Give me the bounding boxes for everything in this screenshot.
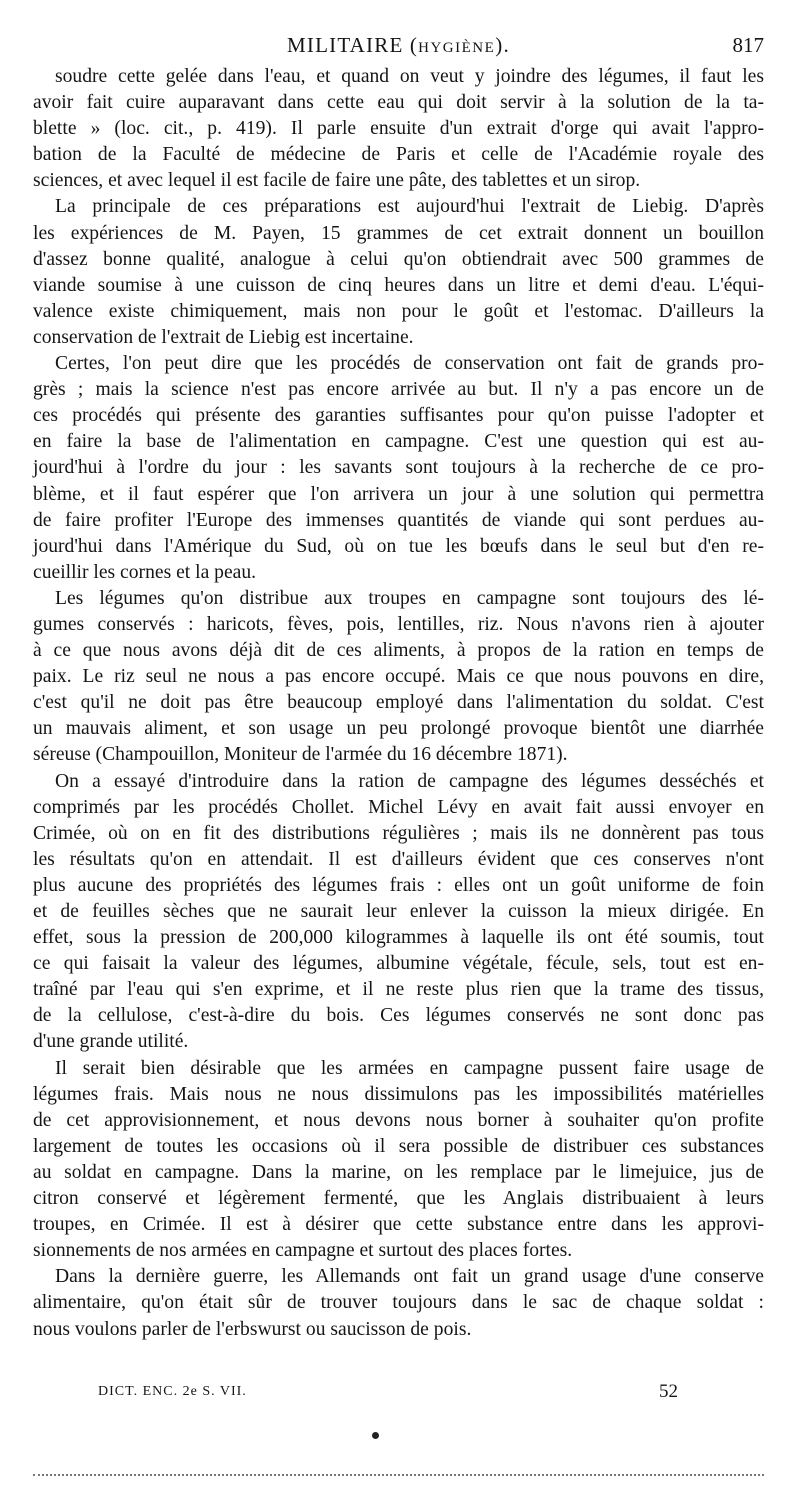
paragraph	[33, 351, 764, 586]
text-line: blette » (loc. cit., p. 419). Il parle ensuite d'un extrait d'orge qui avait l'appro-	[33, 118, 764, 140]
text-line: plus aucune des propriétés des légumes frais : elles ont un goût uniforme de foin	[33, 874, 764, 896]
text-line: Dans la dernière guerre, les Allemands ont fait un grand usage d'une conserve	[55, 1266, 764, 1288]
text-line: ces procédés qui présente des garanties suffisantes pour qu'on puisse l'adopter et	[33, 405, 764, 427]
text-line: c'est qu'il ne doit pas être beaucoup employé dans l'alimentation du soldat. C'est	[33, 692, 764, 714]
text-line: sciences, et avec lequel il est facile de faire une pâte, des tablettes et un sirop.	[33, 170, 641, 192]
paragraph	[33, 1264, 764, 1342]
text-line: traîné par l'eau qui s'en exprime, et il ne reste plus rien que la trame des tissus,	[33, 979, 764, 1001]
paragraph	[33, 64, 764, 194]
body-text	[33, 64, 764, 1343]
text-line: Les légumes qu'on distribue aux troupes en campagne sont toujours des lé-	[55, 587, 764, 609]
text-line: de cet approvisionnement, et nous devons nous borner à souhaiter qu'on profite	[33, 1109, 764, 1131]
text-line: à ce que nous avons déjà dit de ces aliments, à propos de la ration en temps de	[33, 640, 764, 662]
page-number: 817	[732, 33, 764, 57]
text-line: de la cellulose, c'est-à-dire du bois. Ces légumes conservés ne sont donc pas	[33, 1005, 764, 1027]
paragraph	[33, 1056, 764, 1265]
paragraph	[33, 586, 764, 769]
text-line: de faire profiter l'Europe des immenses quantités de viande qui sont perdues au-	[33, 509, 764, 531]
text-line: jourd'hui dans l'Amérique du Sud, où on tue les bœufs dans le seul but d'en re-	[33, 535, 764, 557]
text-line: cueillir les cornes et la peau.	[33, 561, 257, 583]
text-line: conservation de l'extrait de Liebig est incertaine.	[33, 326, 414, 348]
text-line: au soldat en campagne. Dans la marine, on les remplace par le limejuice, jus de	[33, 1161, 764, 1183]
text-line: valence existe chimiquement, mais non pour le goût et l'estomac. D'ailleurs la	[33, 300, 764, 322]
text-line: légumes frais. Mais nous ne nous dissimulons pas les impossibilités matérielles	[33, 1083, 764, 1105]
running-title-close: ).	[495, 33, 510, 57]
text-line: sionnements de nos armées en campagne et surtout des places fortes.	[33, 1240, 573, 1262]
text-line: La principale de ces préparations est aujourd'hui l'extrait de Liebig. D'après	[55, 196, 764, 218]
running-title-section: HYGIÈNE	[418, 40, 496, 56]
text-line: et de feuilles sèches que ne saurait leur enlever la cuisson la mieux dirigée. En	[33, 901, 764, 922]
printer-signature: DICT. ENC. 2e S. VII.	[98, 1384, 247, 1399]
text-line: troupes, en Crimée. Il est à désirer que cette substance entre dans les approvi-	[33, 1214, 764, 1236]
text-line: alimentaire, qu'on était sûr de trouver toujours dans le sac de chaque soldat :	[33, 1292, 764, 1314]
paragraph	[33, 769, 764, 1056]
text-line: soudre cette gelée dans l'eau, et quand on veut y joindre des légumes, il faut les	[55, 66, 764, 87]
text-line: jourd'hui à l'ordre du jour : les savants sont toujours à la recherche de ce pro-	[33, 457, 764, 479]
text-line: gumes conservés : haricots, fèves, pois, lentilles, riz. Nous n'avons rien à ajouter	[33, 613, 764, 635]
text-line: bation de la Faculté de médecine de Paris et celle de l'Académie royale des	[33, 144, 764, 166]
text-line: blème, et il faut espérer que l'on arrivera un jour à une solution qui permettra	[33, 483, 764, 505]
running-title	[33, 32, 764, 61]
dotted-rule	[33, 1474, 764, 1476]
text-line: Certes, l'on peut dire que les procédés de conservation ont fait de grands pro-	[55, 353, 764, 375]
running-head	[33, 32, 764, 62]
text-line: largement de toutes les occasions où il sera possible de distribuer ces substances	[33, 1135, 764, 1157]
text-line: On a essayé d'introduire dans la ration de campagne des légumes desséchés et	[55, 770, 764, 792]
text-line: Crimée, où on en fit des distributions régulières ; mais ils ne donnèrent pas tous	[33, 822, 764, 844]
text-line: en faire la base de l'alimentation en campagne. C'est une question qui est au-	[33, 431, 764, 453]
bullet-mark	[372, 1432, 379, 1439]
text-line: les résultats qu'on en attendait. Il est d'ailleurs évident que ces conserves n'ont	[33, 848, 764, 870]
text-line: un mauvais aliment, et son usage un peu prolongé provoque bientôt une diarrhée	[33, 718, 764, 740]
text-line: d'une grande utilité.	[33, 1031, 189, 1053]
running-title-main: MILITAIRE (	[287, 33, 419, 57]
text-line: d'assez bonne qualité, analogue à celui qu'on obtiendrait avec 500 grammes de	[33, 248, 764, 270]
text-line: avoir fait cuire auparavant dans cette eau qui doit servir à la solution de la ta-	[33, 92, 764, 114]
text-line: grès ; mais la science n'est pas encore arrivée au but. Il n'y a pas encore un de	[33, 379, 764, 401]
signature-number: 52	[659, 1381, 678, 1402]
text-line: les expériences de M. Payen, 15 grammes de cet extrait donnent un bouillon	[33, 222, 764, 244]
text-line: paix. Le riz seul ne nous a pas encore occupé. Mais ce que nous pouvons en dire,	[33, 666, 764, 688]
page-footer	[98, 1380, 678, 1404]
text-line: viande soumise à une cuisson de cinq heures dans un litre et demi d'eau. L'équi-	[33, 274, 764, 296]
text-line: effet, sous la pression de 200,000 kilogrammes à laquelle ils ont été soumis, tout	[33, 927, 764, 949]
text-line: comprimés par les procédés Chollet. Michel Lévy en avait fait aussi envoyer en	[33, 796, 764, 818]
text-line: séreuse (Champouillon, Moniteur de l'armée du 16 décembre 1871).	[33, 744, 568, 766]
text-line: ce qui faisait la valeur des légumes, albumine végétale, fécule, sels, tout est en-	[33, 953, 764, 975]
text-line: nous voulons parler de l'erbswurst ou saucisson de pois.	[33, 1318, 472, 1340]
paragraph	[33, 194, 764, 351]
text-line: Il serait bien désirable que les armées en campagne pussent faire usage de	[55, 1057, 764, 1079]
text-line: citron conservé et légèrement fermenté, que les Anglais distribuaient à leurs	[33, 1188, 764, 1210]
